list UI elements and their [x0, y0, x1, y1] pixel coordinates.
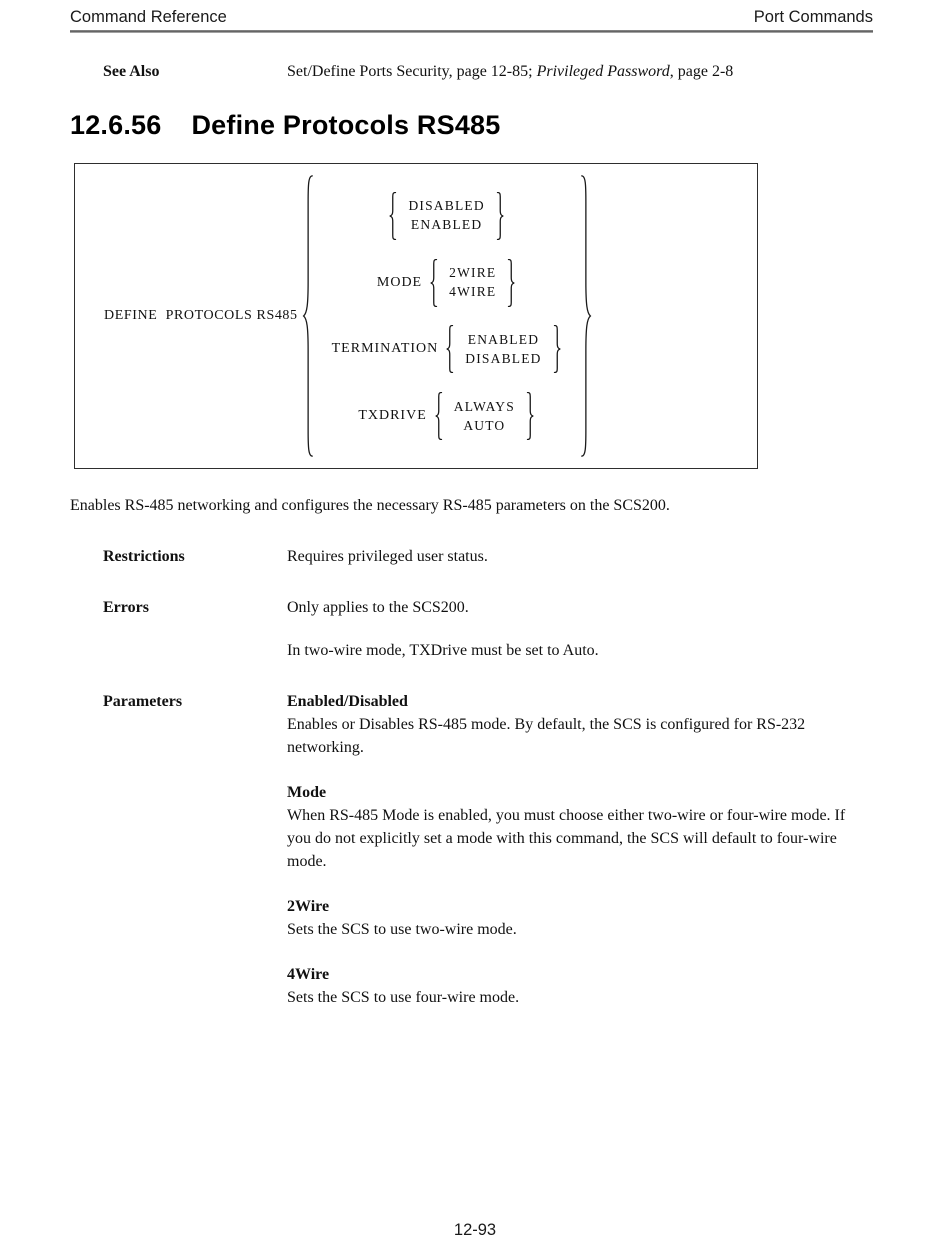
group-options	[405, 198, 487, 233]
see-also-label: See Also	[103, 63, 160, 80]
group-options	[446, 265, 499, 300]
parameter-text: Sets the SCS to use four-wire mode.	[287, 989, 520, 1006]
paragraph: In two-wire mode, TXDrive must be set to Auto.	[287, 642, 599, 659]
group-right-brace-icon	[525, 392, 535, 440]
group-left-brace-icon	[388, 192, 398, 240]
header-left-title: Command Reference	[70, 8, 227, 26]
errors-label: Errors	[103, 599, 149, 616]
restrictions-content	[287, 545, 873, 568]
option: ALWAYS	[453, 398, 515, 414]
outer-left-brace-icon	[301, 173, 316, 459]
parameter-item	[287, 895, 873, 941]
parameter-name: Enabled/Disabled	[287, 693, 408, 710]
parameter-item	[287, 963, 873, 1009]
group-left-brace-icon	[445, 325, 455, 373]
see-also-ref-2-italic: Privileged Password	[536, 63, 670, 80]
group-left-brace-icon	[434, 392, 444, 440]
section-title: Define Protocols RS485	[191, 110, 501, 140]
see-also-ref-1: Set/Define Ports Security, page 12-85;	[287, 63, 537, 80]
option: ENABLED	[467, 331, 540, 347]
group-label: MODE	[376, 274, 423, 290]
syntax-option-groups	[316, 173, 578, 459]
command-text: DEFINE PROTOCOLS RS485	[104, 308, 298, 323]
parameter-text: Sets the SCS to use two-wire mode.	[287, 921, 517, 938]
page-number: 12-93	[453, 1221, 497, 1239]
option: AUTO	[463, 417, 506, 433]
outer-right-brace-icon	[578, 173, 593, 459]
group-left-brace-icon	[429, 259, 439, 307]
group-options	[451, 399, 518, 434]
syntax-group-termination	[316, 325, 578, 373]
see-also-row	[103, 60, 873, 83]
parameter-item	[287, 781, 873, 873]
option: DISABLED	[408, 198, 485, 214]
option: 4WIRE	[449, 284, 497, 300]
parameter-text: When RS-485 Mode is enabled, you must choose either two-wire or four-wire mode. If you do not explicitly set a mode with this command, the SCS will default to four-wire mode.	[287, 807, 846, 870]
syntax-group-mode	[316, 259, 578, 307]
group-right-brace-icon	[495, 192, 505, 240]
see-also-ref-2-page: , page 2-8	[669, 63, 734, 80]
parameter-text: Enables or Disables RS-485 mode. By default, the SCS is configured for RS-232 networking.	[287, 716, 806, 756]
parameter-name: 2Wire	[287, 898, 330, 915]
syntax-group-state	[316, 192, 578, 240]
parameters-label: Parameters	[103, 693, 183, 710]
page-header	[0, 0, 950, 27]
paragraph: Requires privileged user status.	[287, 548, 488, 565]
syntax-group-txdrive	[316, 392, 578, 440]
parameters-section	[103, 690, 873, 1009]
command-description: Enables RS-485 networking and configures the necessary RS-485 parameters on the SCS200.	[70, 497, 670, 514]
option: DISABLED	[465, 350, 542, 366]
group-label: TERMINATION	[331, 341, 439, 357]
see-also-references	[287, 60, 733, 83]
section-number: 12.6.56	[70, 110, 162, 140]
parameter-name: Mode	[287, 784, 327, 801]
paragraph: Only applies to the SCS200.	[287, 599, 469, 616]
parameter-name: 4Wire	[287, 966, 330, 983]
group-right-brace-icon	[506, 259, 516, 307]
restrictions-section	[103, 545, 873, 568]
errors-content	[287, 596, 873, 662]
header-right-title: Port Commands	[753, 8, 873, 26]
restrictions-label: Restrictions	[103, 548, 185, 565]
group-options	[462, 332, 544, 367]
parameters-content	[287, 690, 873, 1009]
group-label: TXDRIVE	[358, 408, 427, 424]
command-syntax-box	[74, 163, 758, 469]
parameter-item	[287, 690, 873, 759]
section-heading	[70, 110, 880, 141]
option: 2WIRE	[449, 265, 497, 281]
header-rule	[70, 30, 873, 33]
errors-section	[103, 596, 873, 662]
group-right-brace-icon	[552, 325, 562, 373]
option: ENABLED	[410, 217, 483, 233]
